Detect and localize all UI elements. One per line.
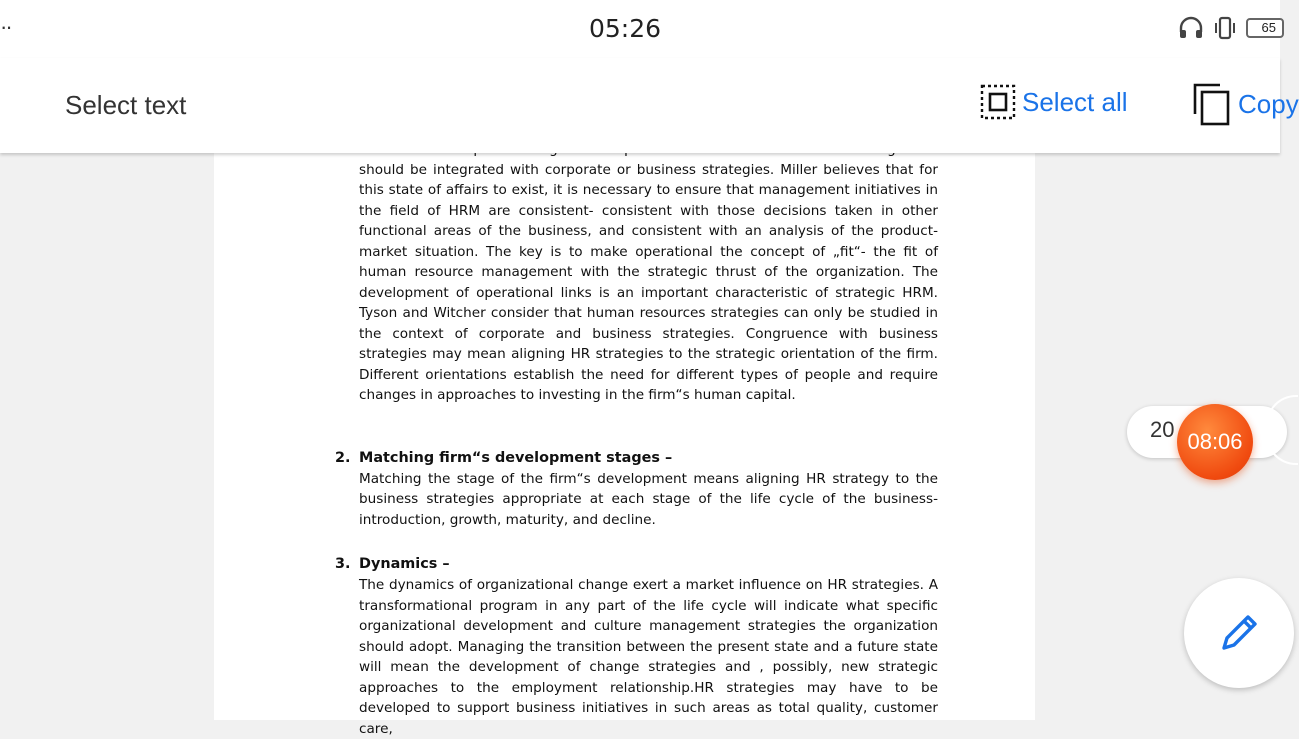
section-dynamics — [335, 554, 938, 739]
floating-timer-button[interactable]: 08:06 — [1177, 404, 1253, 480]
more-dots-icon: ·· — [0, 14, 11, 39]
section-number: 2. — [335, 449, 351, 466]
document-page[interactable] — [214, 153, 1035, 737]
system-icons — [1178, 16, 1280, 40]
vibrate-icon — [1212, 16, 1238, 40]
pencil-icon — [1218, 612, 1260, 654]
section-heading[interactable]: Matching firm“s development stages – — [359, 449, 673, 466]
select-all-label: Select all — [1022, 86, 1128, 117]
section-heading[interactable]: Dynamics – — [359, 556, 450, 572]
text-selection-toolbar — [0, 58, 1299, 153]
battery-icon: 65 — [1246, 18, 1284, 38]
copy-label: Copy — [1238, 88, 1299, 119]
document-text[interactable] — [335, 139, 938, 739]
copy-button[interactable] — [1192, 82, 1299, 126]
edit-button[interactable] — [1184, 578, 1294, 688]
headphones-icon — [1178, 16, 1204, 40]
section-body[interactable]: Matching the stage of the firm“s development means aligning HR strategy to the business strategies appropriate at each stage of the life cycle of the business-introduction, growth, maturity, and decline. — [359, 470, 938, 528]
select-all-icon — [980, 84, 1016, 120]
section-number: 3. — [335, 556, 351, 572]
intro-paragraph[interactable]: should be integrated with corporate or business strategies. Miller believes that for this state of affairs to exist, it is necessary to ensure that management initiatives in the field of HRM are consistent- consistent with those decisions taken in other functional areas of the business, and consistent with an analysis of the product-market situation. The key is to make operational the concept of „fit“- the fit of human resource management with the strategic thrust of the organization. The development of operational links is an important characteristic of strategic HRM. Tyson and Witcher consider that human resources strategies can only be studied in the context of corporate and business strategies. Congruence with business strategies may mean aligning HR strategies to the strategic orientation of the firm. Different orientations establish the need for different types of people and require changes in approaches to investing in the firm“s human capital. — [359, 161, 938, 403]
select-all-button[interactable] — [980, 84, 1128, 120]
toolbar-title: Select text — [65, 90, 187, 120]
copy-icon — [1192, 82, 1232, 126]
status-time: 05:26 — [588, 14, 662, 43]
section-matching-stages — [335, 448, 938, 531]
timer-count: 20 — [1150, 417, 1175, 442]
section-body[interactable]: The dynamics of organizational change exert a market influence on HR strategies. A transformational program in any part of the life cycle will indicate what specific organizational development and culture management strategies the organization should adopt. Managing the transition between the present state and a future state will mean the development of change strategies and , possibly, new strategic approaches to the employment relationship.HR strategies may have to be developed to support business initiatives in such areas as total quality, customer care, — [359, 577, 938, 737]
status-bar — [0, 0, 1280, 58]
